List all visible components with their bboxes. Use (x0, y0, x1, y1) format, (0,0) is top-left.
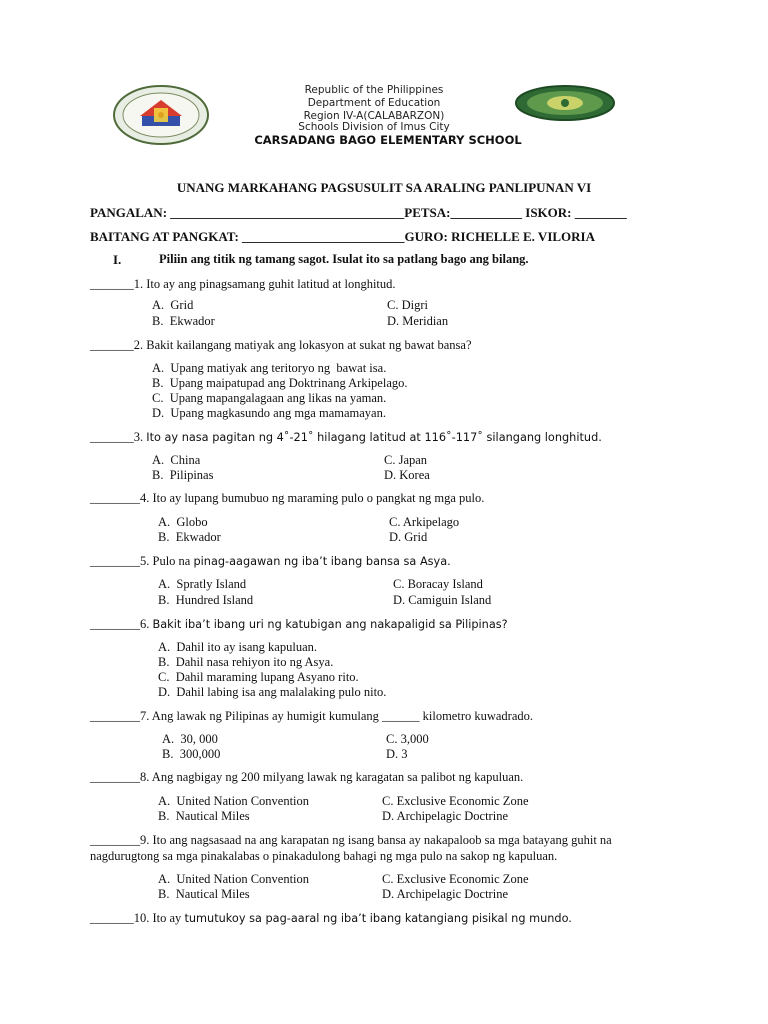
question-6-blank: ________6. (90, 617, 153, 631)
option-3c: C. Japan (384, 453, 428, 467)
option-6a: A. Dahil ito ay isang kapuluan. (158, 640, 317, 654)
question-7: ________7. Ang lawak ng Pilipinas ay humigit kumulang ______ kilometro kuwadrado. (90, 709, 534, 723)
option-5c: C. Boracay Island (393, 577, 483, 591)
option-7a: A. 30, 000 (162, 732, 218, 746)
option-5b: B. Hundred Island (158, 593, 254, 607)
option-7c: C. 3,000 (386, 732, 429, 746)
option-1a: A. Grid (152, 298, 194, 312)
option-4c: C. Arkipelago (389, 515, 460, 529)
question-1: _______1. Ito ay ang pinagsamang guhit latitud at longhitud. (90, 277, 396, 291)
option-3a: A. China (152, 453, 201, 467)
option-2a: A. Upang matiyak ang teritoryo ng bawat isa. (152, 361, 387, 375)
option-6d: D. Dahil labing isa ang malalaking pulo nito. (158, 685, 387, 699)
school-name: CARSADANG BAGO ELEMENTARY SCHOOL (254, 133, 522, 147)
option-9d: D. Archipelagic Doctrine (382, 887, 508, 901)
option-2b: B. Upang maipatupad ang Doktrinang Arkipelago. (152, 376, 408, 390)
header-line-3: Region IV-A(CALABARZON) (303, 110, 445, 122)
option-1c: C. Digri (387, 298, 428, 312)
header-line-2: Department of Education (307, 97, 441, 109)
option-8b: B. Nautical Miles (158, 809, 250, 823)
question-4: ________4. Ito ay lupang bumubuo ng maraming pulo o pangkat ng mga pulo. (90, 491, 485, 505)
question-6-text: Bakit iba’t ibang uri ng katubigan ang nakapaligid sa Pilipinas? (152, 618, 508, 631)
option-2d: D. Upang magkasundo ang mga mamamayan. (152, 406, 386, 420)
question-3-blank: _______3. (90, 430, 147, 444)
option-4d: D. Grid (389, 530, 428, 544)
student-info-line-2: BAITANG AT PANGKAT: _________________________GURO: RICHELLE E. VILORIA (90, 229, 596, 244)
option-6b: B. Dahil nasa rehiyon ito ng Asya. (158, 655, 334, 669)
option-1b: B. Ekwador (152, 314, 215, 328)
question-3 (90, 430, 602, 445)
option-8d: D. Archipelagic Doctrine (382, 809, 508, 823)
option-7d: D. 3 (386, 747, 408, 761)
question-3-text: Ito ay nasa pagitan ng 4˚-21˚ hilagang latitud at 116˚-117˚ silangang longhitud. (146, 431, 602, 444)
header-line-1: Republic of the Philippines (304, 84, 444, 96)
question-10 (90, 911, 572, 926)
question-10-lead: _______10. Ito ay (90, 911, 185, 925)
deped-seal-logo (112, 84, 210, 146)
question-5-text: pinag-aagawan ng iba’t ibang bansa sa Asya. (193, 555, 451, 568)
school-seal-logo (514, 84, 616, 122)
option-2c: C. Upang mapangalagaan ang likas na yaman. (152, 391, 387, 405)
option-9a: A. United Nation Convention (158, 872, 310, 886)
option-5d: D. Camiguin Island (393, 593, 492, 607)
option-9b: B. Nautical Miles (158, 887, 250, 901)
option-1d: D. Meridian (387, 314, 449, 328)
question-5-lead: ________5. Pulo na (90, 554, 194, 568)
header-line-4: Schools Division of Imus City (298, 121, 450, 133)
section-instruction: Piliin ang titik ng tamang sagot. Isulat ito sa patlang bago ang bilang. (159, 252, 529, 266)
question-5 (90, 554, 451, 569)
option-5a: A. Spratly Island (158, 577, 247, 591)
option-4b: B. Ekwador (158, 530, 221, 544)
section-number: I. (113, 252, 122, 267)
question-9-continued: nagdurugtong sa mga pinakalabas o pinakadulong bahagi ng mga pulo na sakop ng kapuluan. (90, 849, 558, 863)
option-9c: C. Exclusive Economic Zone (382, 872, 529, 886)
option-4a: A. Globo (158, 515, 208, 529)
exam-title: UNANG MARKAHANG PAGSUSULIT SA ARALING PANLIPUNAN VI (176, 180, 592, 195)
option-7b: B. 300,000 (162, 747, 221, 761)
question-10-text: tumutukoy sa pag-aaral ng iba’t ibang katangiang pisikal ng mundo. (184, 912, 572, 925)
option-3d: D. Korea (384, 468, 430, 482)
student-info-line-1: PANGALAN: ____________________________________PETSA:___________ ISKOR: ________ (90, 205, 627, 220)
question-6 (90, 617, 508, 632)
option-6c: C. Dahil maraming lupang Asyano rito. (158, 670, 359, 684)
option-3b: B. Pilipinas (152, 468, 214, 482)
option-8c: C. Exclusive Economic Zone (382, 794, 529, 808)
question-8: ________8. Ang nagbigay ng 200 milyang lawak ng karagatan sa palibot ng kapuluan. (90, 770, 524, 784)
question-9: ________9. Ito ang nagsasaad na ang karapatan ng isang bansa ay nakapaloob sa mga batayang guhit na (90, 833, 612, 847)
option-8a: A. United Nation Convention (158, 794, 310, 808)
question-2: _______2. Bakit kailangang matiyak ang lokasyon at sukat ng bawat bansa? (90, 338, 472, 352)
